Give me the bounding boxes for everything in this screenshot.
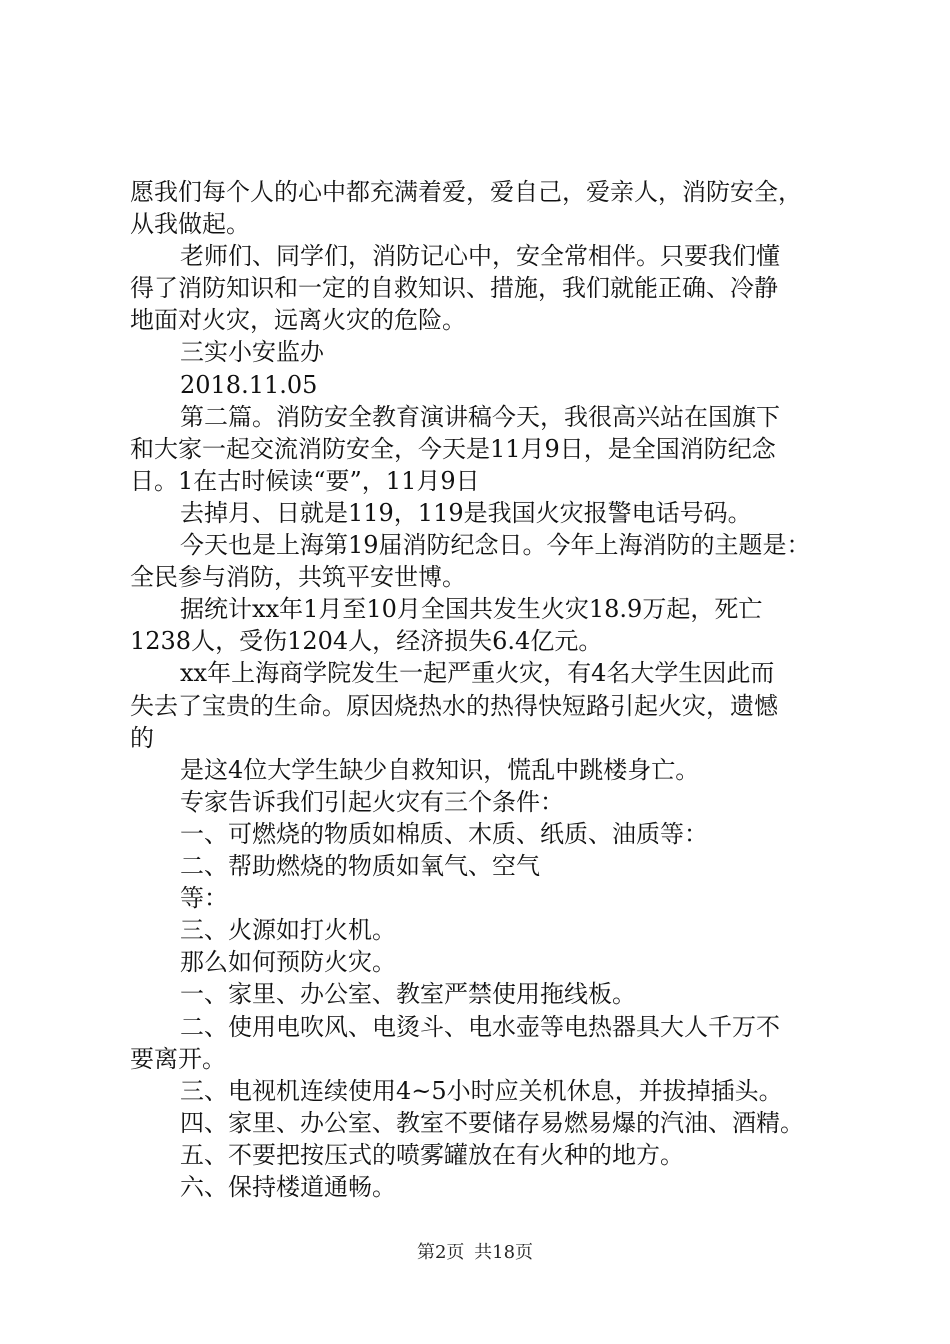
text-line: 二、帮助燃烧的物质如氧气、空气 [180,852,540,880]
page-total: 共18页 [474,1242,534,1263]
text-line: 六、保持楼道通畅。 [180,1173,396,1201]
text-line: 三实小安监办 [180,338,324,366]
text-line: 和大家一起交流消防安全，今天是11月9日，是全国消防纪念 [130,435,776,463]
page-footer [0,1241,950,1265]
text-line: 二、使用电吹风、电烫斗、电水壶等电热器具大人千万不 [180,1013,780,1041]
text-line: 地面对火灾，远离火灾的危险。 [130,306,466,334]
text-line: 1238人，受伤1204人，经济损失6.4亿元。 [130,627,603,655]
text-line: 四、家里、办公室、教室不要储存易燃易爆的汽油、酒精。 [180,1109,804,1137]
text-line: 五、不要把按压式的喷雾罐放在有火种的地方。 [180,1141,684,1169]
text-line: 今天也是上海第19届消防纪念日。今年上海消防的主题是： [180,531,811,559]
text-line: xx年上海商学院发生一起严重火灾，有4名大学生因此而 [180,659,775,687]
text-line: 一、可燃烧的物质如棉质、木质、纸质、油质等： [180,820,708,848]
text-line: 三、火源如打火机。 [180,916,396,944]
text-line: 去掉月、日就是119，119是我国火灾报警电话号码。 [180,499,752,527]
text-line: 日。1在古时候读“要”，11月9日 [130,467,480,495]
text-line: 失去了宝贵的生命。原因烧热水的热得快短路引起火灾，遗憾 [130,692,778,720]
text-line: 的 [130,724,154,752]
text-line: 是这4位大学生缺少自救知识，慌乱中跳楼身亡。 [180,756,700,784]
text-line: 据统计xx年1月至10月全国共发生火灾18.9万起，死亡 [180,595,763,623]
page-number: 第2页 [416,1242,465,1263]
text-line: 那么如何预防火灾。 [180,948,396,976]
text-line: 一、家里、办公室、教室严禁使用拖线板。 [180,980,636,1008]
text-line: 要离开。 [130,1045,226,1073]
text-line: 专家告诉我们引起火灾有三个条件： [180,788,564,816]
text-line: 第二篇。消防安全教育演讲稿今天，我很高兴站在国旗下 [180,403,780,431]
text-line: 从我做起。 [130,210,250,238]
text-line: 愿我们每个人的心中都充满着爱，爱自己，爱亲人，消防安全， [130,178,802,206]
date-line: 2018.11.05 [180,371,318,399]
text-line: 全民参与消防，共筑平安世博。 [130,563,466,591]
text-line: 三、电视机连续使用4~5小时应关机休息，并拔掉插头。 [180,1077,783,1105]
text-line: 老师们、同学们，消防记心中，安全常相伴。只要我们懂 [180,242,780,270]
text-line: 得了消防知识和一定的自救知识、措施，我们就能正确、冷静 [130,274,778,302]
text-line: 等： [180,884,228,912]
